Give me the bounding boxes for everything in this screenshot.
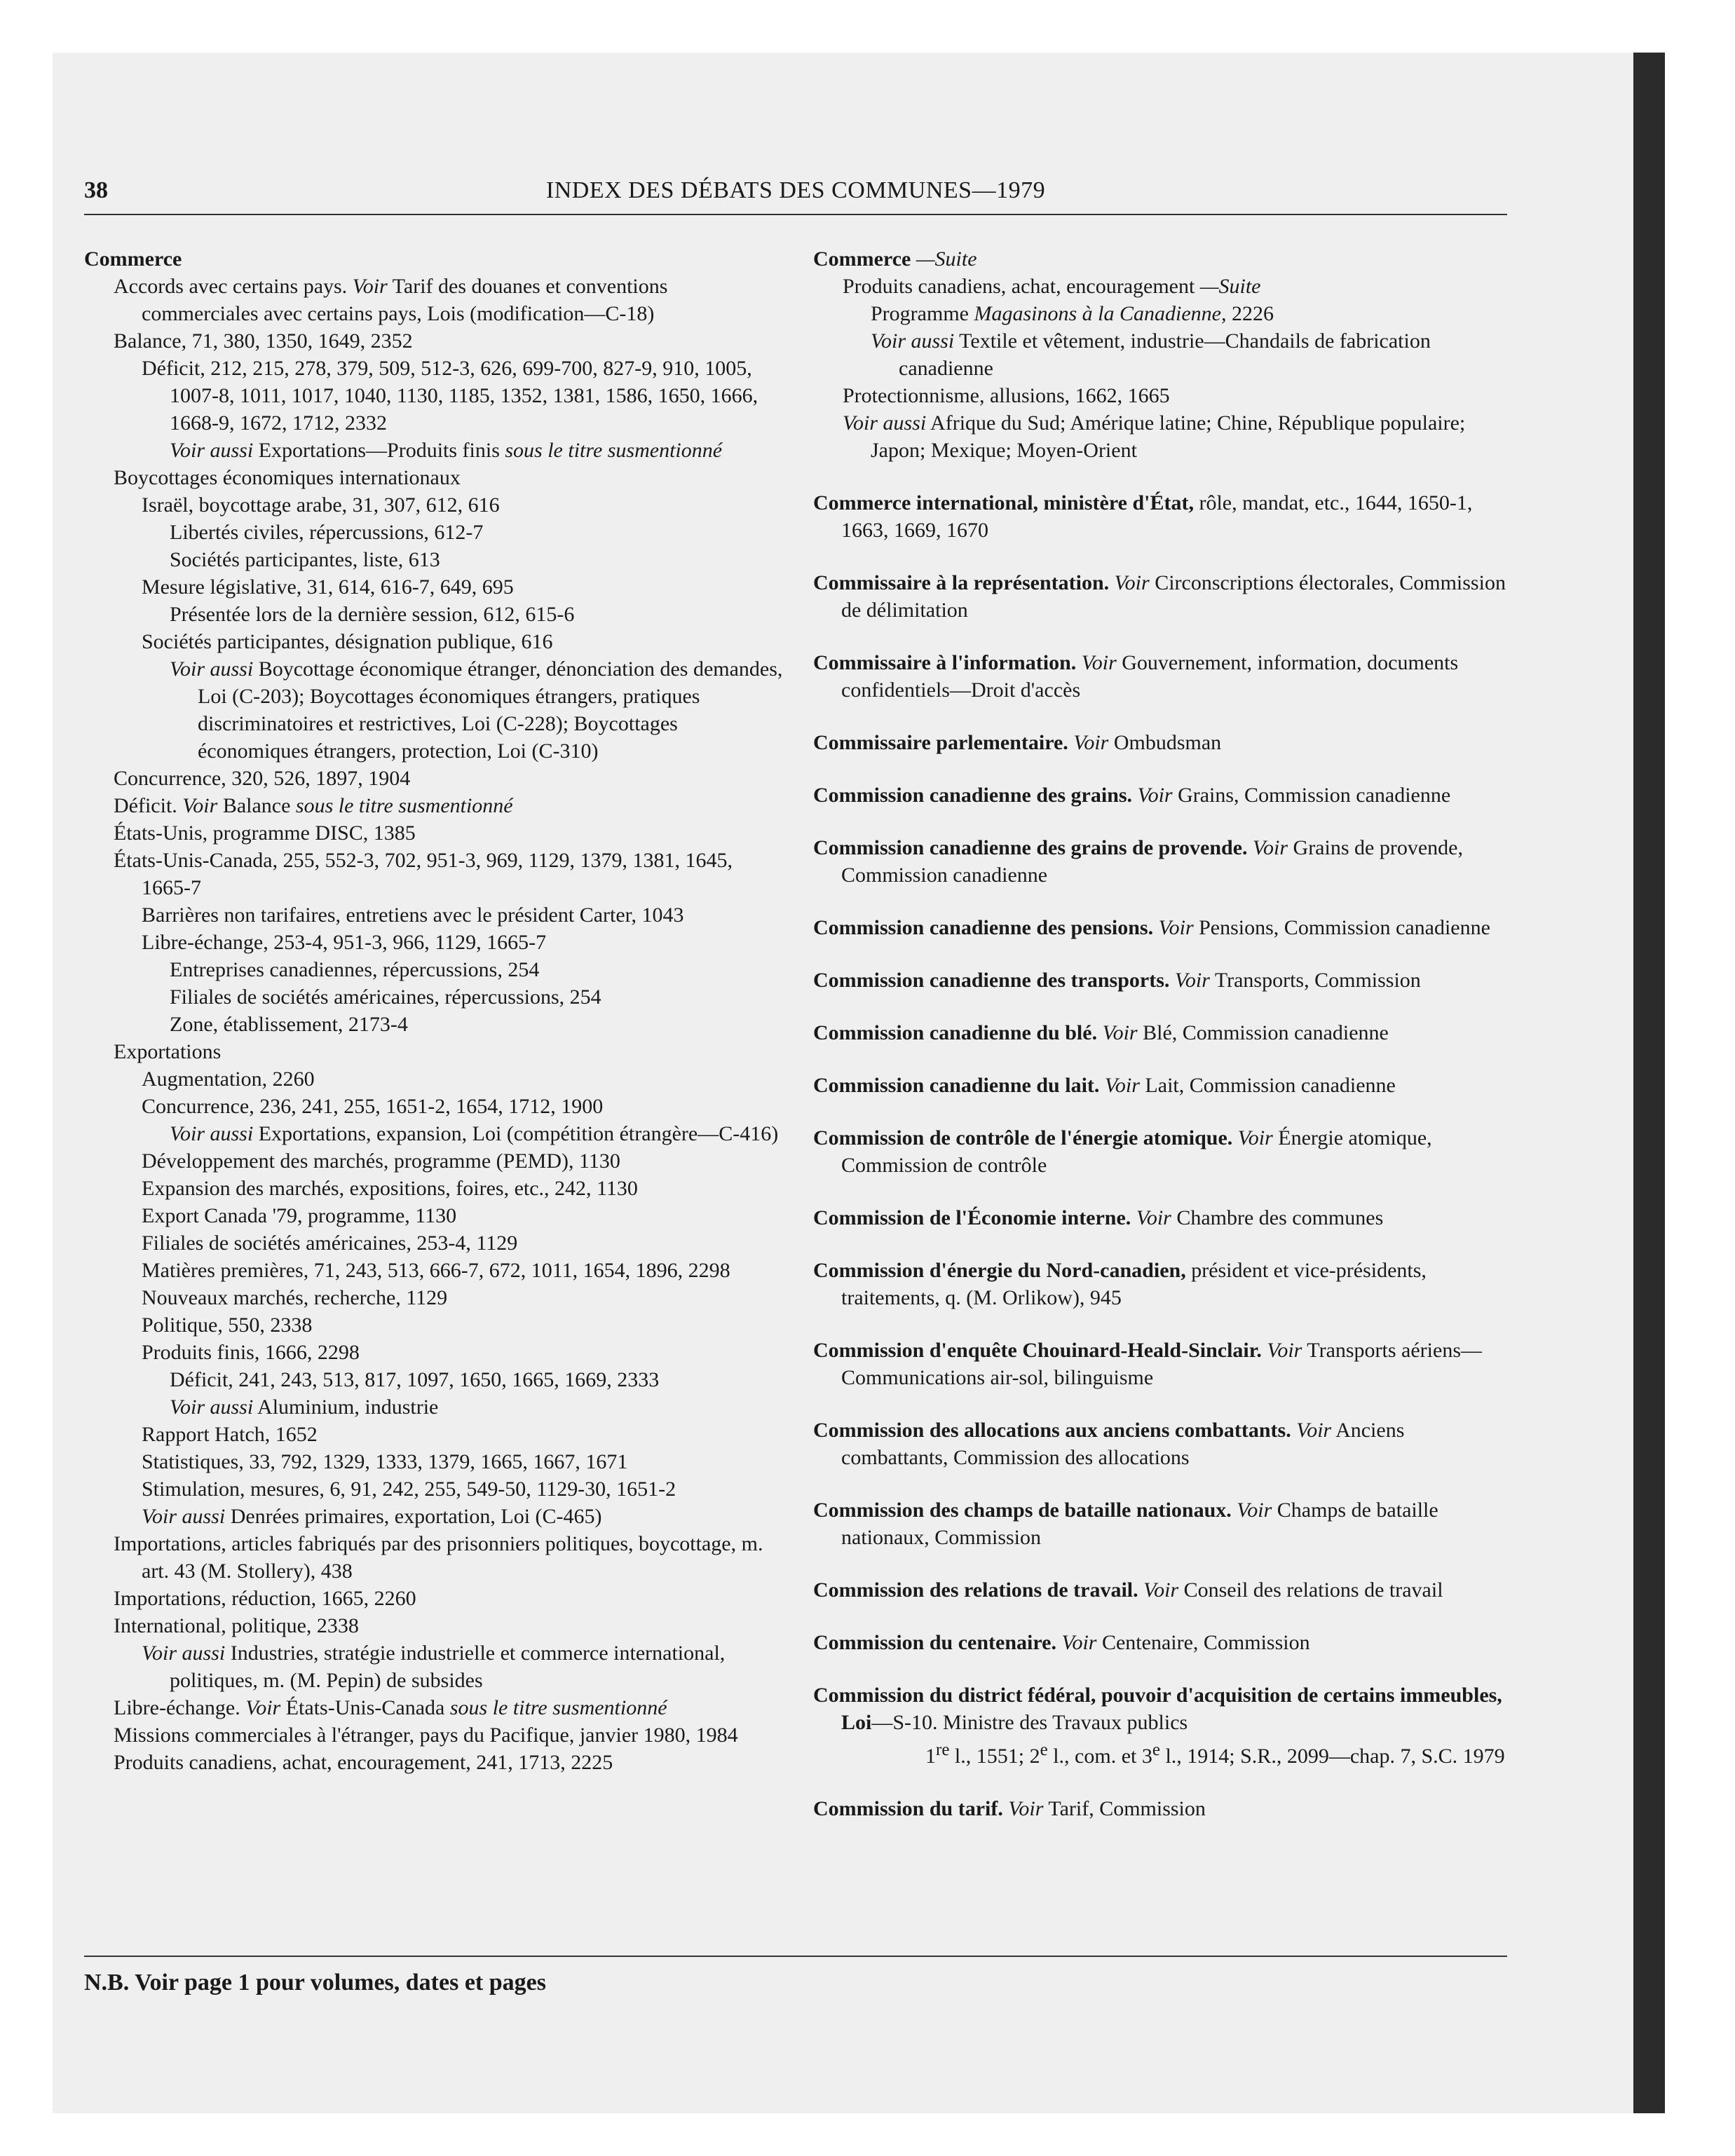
index-heading-entry: Commission d'enquête Chouinard-Heald-Sinclair. Voir Transports aériens—Communications air-sol, bilinguisme bbox=[813, 1339, 1482, 1389]
index-subentry: Libre-échange, 253-4, 951-3, 966, 1129, 1665-7 bbox=[142, 931, 547, 954]
index-heading-entry: Commission canadienne des grains de provende. Voir Grains de provende, Commission canadienne bbox=[813, 836, 1463, 887]
index-subentry: Produits canadiens, achat, encouragement, 241, 1713, 2225 bbox=[114, 1751, 613, 1774]
index-heading-entry: Commission canadienne du blé. Voir Blé, Commission canadienne bbox=[813, 1021, 1389, 1044]
index-subentry: Sociétés participantes, liste, 613 bbox=[170, 548, 440, 571]
index-heading-entry: Commission du centenaire. Voir Centenaire, Commission bbox=[813, 1631, 1310, 1654]
footer-note: N.B. Voir page 1 pour volumes, dates et pages bbox=[84, 1970, 546, 1995]
index-subentry: États-Unis-Canada, 255, 552-3, 702, 951-3, 969, 1129, 1379, 1381, 1645, 1665-7 bbox=[114, 849, 733, 899]
index-subentry: Sociétés participantes, désignation publique, 616 bbox=[142, 630, 553, 653]
index-subentry: Expansion des marchés, expositions, foires, etc., 242, 1130 bbox=[142, 1177, 638, 1200]
index-heading-entry: Commission de contrôle de l'énergie atomique. Voir Énergie atomique, Commission de contrôle bbox=[813, 1126, 1432, 1177]
index-subentry: Stimulation, mesures, 6, 91, 242, 255, 549-50, 1129-30, 1651-2 bbox=[142, 1478, 676, 1501]
index-subentry: Filiales de sociétés américaines, répercussions, 254 bbox=[170, 985, 601, 1009]
index-subentry: Zone, établissement, 2173-4 bbox=[170, 1013, 408, 1036]
page-header bbox=[84, 172, 1507, 215]
index-subentry: Voir aussi Denrées primaires, exportation, Loi (C-465) bbox=[142, 1505, 602, 1528]
index-heading-entry: Commission d'énergie du Nord-canadien, président et vice-présidents, traitements, q. (M. Orlikow), 945 bbox=[813, 1259, 1427, 1309]
page-number: 38 bbox=[84, 177, 108, 203]
index-heading-entry: Commission canadienne des pensions. Voir Pensions, Commission canadienne bbox=[813, 916, 1490, 939]
index-heading-entry: Commerce bbox=[84, 247, 182, 271]
index-subentry: Voir aussi Exportations—Produits finis sous le titre susmentionné bbox=[170, 439, 723, 462]
index-subentry: Augmentation, 2260 bbox=[142, 1067, 315, 1091]
index-heading-entry: Commission canadienne des grains. Voir Grains, Commission canadienne bbox=[813, 784, 1451, 807]
index-subentry: Produits finis, 1666, 2298 bbox=[142, 1341, 360, 1364]
index-heading-entry: Commission des allocations aux anciens combattants. Voir Anciens combattants, Commission des allocations bbox=[813, 1419, 1405, 1469]
index-subentry: Entreprises canadiennes, répercussions, 254 bbox=[170, 958, 540, 981]
index-subentry: Voir aussi Afrique du Sud; Amérique latine; Chine, République populaire; Japon; Mexique; Moyen-Orient bbox=[843, 411, 1466, 462]
index-subentry: Produits canadiens, achat, encouragement —Suite bbox=[843, 275, 1261, 298]
index-heading-entry: Commission du district fédéral, pouvoir d'acquisition de certains immeubles, Loi—S-10. Ministre des Travaux publics bbox=[813, 1684, 1502, 1734]
index-subentry: Présentée lors de la dernière session, 612, 615-6 bbox=[170, 603, 575, 626]
index-subentry: Voir aussi Aluminium, industrie bbox=[170, 1396, 439, 1419]
index-subentry: Rapport Hatch, 1652 bbox=[142, 1423, 318, 1446]
index-subentry: International, politique, 2338 bbox=[114, 1614, 359, 1637]
index-subentry: Accords avec certains pays. Voir Tarif des douanes et conventions commerciales avec certains pays, Lois (modification—C-18) bbox=[114, 275, 668, 325]
index-subentry: Voir aussi Exportations, expansion, Loi (compétition étrangère—C-416) bbox=[170, 1122, 779, 1145]
index-heading-entry: Commission canadienne du lait. Voir Lait, Commission canadienne bbox=[813, 1074, 1396, 1097]
index-heading-entry: Commissaire à l'information. Voir Gouvernement, information, documents confidentiels—Droit d'accès bbox=[813, 651, 1459, 702]
index-subentry: Export Canada '79, programme, 1130 bbox=[142, 1204, 457, 1227]
footer-rule bbox=[84, 1956, 1507, 1957]
index-subentry: Importations, réduction, 1665, 2260 bbox=[114, 1587, 416, 1610]
index-column-left bbox=[84, 245, 785, 1776]
index-subentry: Concurrence, 236, 241, 255, 1651-2, 1654, 1712, 1900 bbox=[142, 1095, 604, 1118]
index-subentry: Voir aussi Industries, stratégie industrielle et commerce international, politiques, m. (M. Pepin) de subsides bbox=[142, 1642, 726, 1692]
index-subentry: Nouveaux marchés, recherche, 1129 bbox=[142, 1286, 448, 1309]
scan-edge bbox=[1633, 53, 1665, 2113]
index-subentry: Libertés civiles, répercussions, 612-7 bbox=[170, 521, 484, 544]
index-subentry: Importations, articles fabriqués par des prisonniers politiques, boycottage, m. art. 43 (M. Stollery), 438 bbox=[114, 1532, 763, 1583]
index-subentry: Développement des marchés, programme (PEMD), 1130 bbox=[142, 1149, 620, 1173]
index-subentry: Déficit, 241, 243, 513, 817, 1097, 1650, 1665, 1669, 2333 bbox=[170, 1368, 660, 1391]
index-subentry: 1re l., 1551; 2e l., com. et 3e l., 1914; S.R., 2099—chap. 7, S.C. 1979 bbox=[925, 1740, 1505, 1768]
index-subentry: Déficit. Voir Balance sous le titre susmentionné bbox=[114, 794, 513, 817]
index-heading-entry: Commission des champs de bataille nationaux. Voir Champs de bataille nationaux, Commission bbox=[813, 1499, 1438, 1549]
index-subentry: Missions commerciales à l'étranger, pays du Pacifique, janvier 1980, 1984 bbox=[114, 1724, 738, 1747]
index-subentry: Balance, 71, 380, 1350, 1649, 2352 bbox=[114, 329, 413, 353]
running-title: INDEX DES DÉBATS DES COMMUNES—1979 bbox=[545, 177, 1046, 203]
index-subentry: Matières premières, 71, 243, 513, 666-7, 672, 1011, 1654, 1896, 2298 bbox=[142, 1259, 730, 1282]
index-column-right bbox=[813, 245, 1514, 1822]
index-subentry: Politique, 550, 2338 bbox=[142, 1314, 313, 1337]
index-subentry: Mesure législative, 31, 614, 616-7, 649, 695 bbox=[142, 575, 514, 599]
index-subentry: Voir aussi Boycottage économique étranger, dénonciation des demandes, Loi (C-203); Boycottages économiques étrangers, pratiques discriminatoires et restrictives, Loi (C-228); Boycottages économiques étrangers, protection, Loi (C-310) bbox=[170, 657, 783, 763]
index-subentry: États-Unis, programme DISC, 1385 bbox=[114, 821, 416, 845]
index-subentry: Israël, boycottage arabe, 31, 307, 612, 616 bbox=[142, 493, 500, 517]
index-heading-entry: Commission canadienne des transports. Voir Transports, Commission bbox=[813, 969, 1421, 992]
index-heading-entry: Commerce —Suite bbox=[813, 247, 977, 271]
index-subentry: Déficit, 212, 215, 278, 379, 509, 512-3, 626, 699-700, 827-9, 910, 1005, 1007-8, 1011, 1017, 1040, 1130, 1185, 1352, 1381, 1586, 1650, 1666, 1668-9, 1672, 1712, 2332 bbox=[142, 357, 758, 435]
index-subentry: Voir aussi Textile et vêtement, industrie—Chandails de fabrication canadienne bbox=[871, 329, 1431, 380]
index-heading-entry: Commission de l'Économie interne. Voir Chambre des communes bbox=[813, 1206, 1384, 1229]
index-heading-entry: Commissaire parlementaire. Voir Ombudsman bbox=[813, 731, 1222, 754]
index-subentry: Boycottages économiques internationaux bbox=[114, 466, 461, 489]
index-subentry: Exportations bbox=[114, 1040, 222, 1063]
index-heading-entry: Commission des relations de travail. Voir Conseil des relations de travail bbox=[813, 1578, 1443, 1602]
index-subentry: Barrières non tarifaires, entretiens avec le président Carter, 1043 bbox=[142, 903, 684, 927]
index-subentry: Programme Magasinons à la Canadienne, 2226 bbox=[871, 302, 1274, 325]
index-subentry: Concurrence, 320, 526, 1897, 1904 bbox=[114, 767, 411, 790]
index-subentry: Libre-échange. Voir États-Unis-Canada sous le titre susmentionné bbox=[114, 1696, 667, 1719]
index-heading-entry: Commission du tarif. Voir Tarif, Commission bbox=[813, 1797, 1206, 1820]
index-subentry: Protectionnisme, allusions, 1662, 1665 bbox=[843, 384, 1170, 407]
index-subentry: Filiales de sociétés américaines, 253-4, 1129 bbox=[142, 1231, 518, 1255]
index-subentry: Statistiques, 33, 792, 1329, 1333, 1379, 1665, 1667, 1671 bbox=[142, 1450, 628, 1473]
index-heading-entry: Commissaire à la représentation. Voir Circonscriptions électorales, Commission de délimitation bbox=[813, 571, 1506, 622]
index-heading-entry: Commerce international, ministère d'État, rôle, mandat, etc., 1644, 1650-1, 1663, 1669, 1670 bbox=[813, 491, 1473, 542]
